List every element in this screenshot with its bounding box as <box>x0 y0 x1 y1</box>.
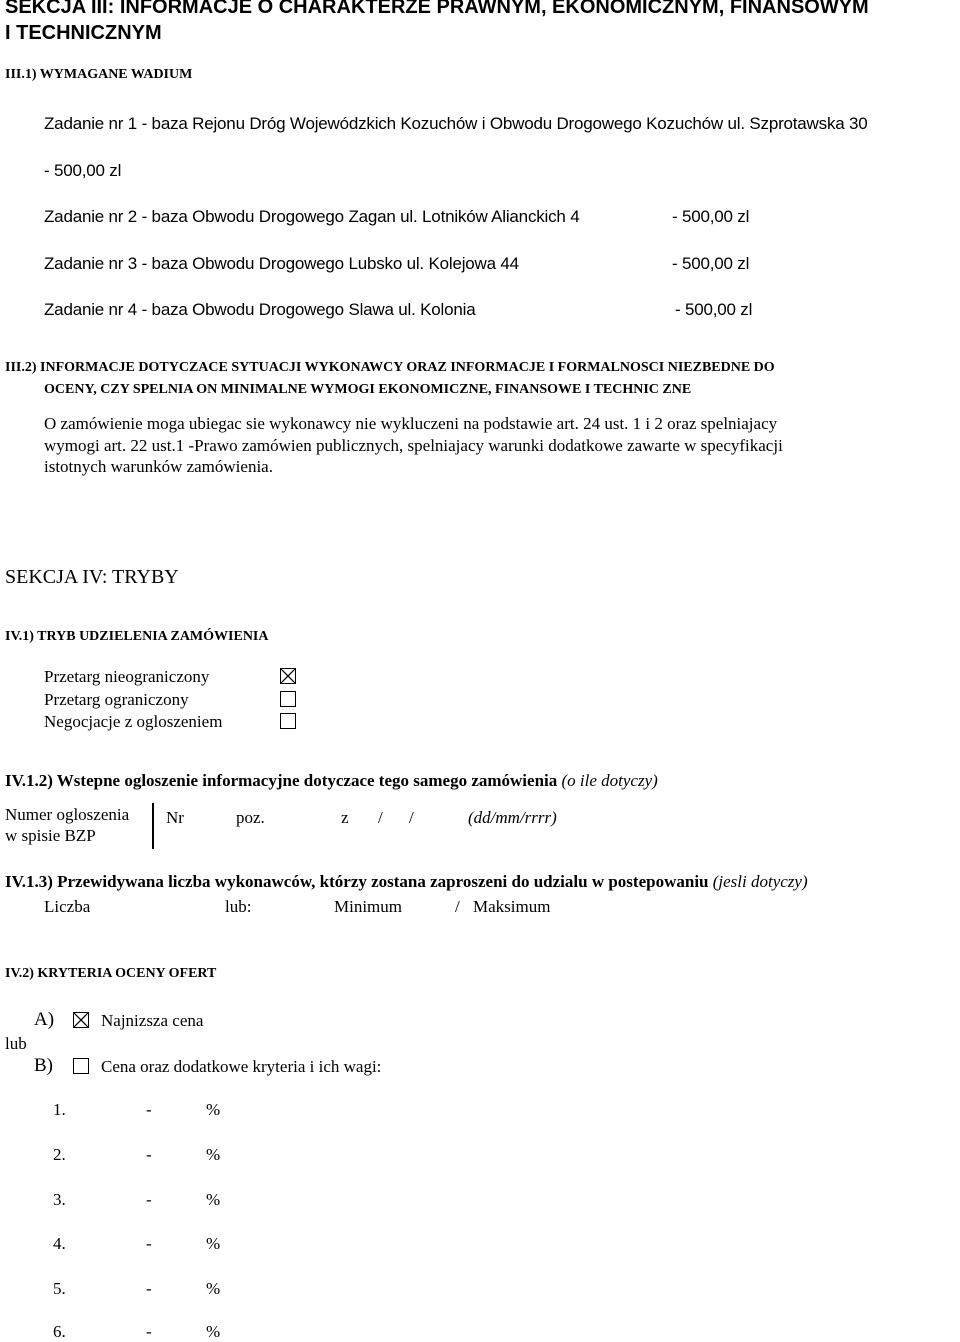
liczba-heading: IV.1.3) Przewidywana liczba wykonawców, którzy zostana zaproszeni do udzialu w postepowaniu (jesli dotyczy) <box>5 872 808 891</box>
opcja-a-checkbox[interactable] <box>73 1012 89 1028</box>
liczba-label: Liczba <box>44 897 91 916</box>
lub-label: lub: <box>225 897 252 916</box>
tryb-negocjacje-checkbox[interactable] <box>280 713 296 729</box>
kryterium-4-pct: % <box>206 1234 221 1253</box>
kryterium-6-num: 6. <box>53 1322 66 1341</box>
info-text-line1: O zamówienie moga ubiegac sie wykonawcy nie wykluczeni na podstawie art. 24 ust. 1 i 2 oraz spelniajacy <box>44 414 778 433</box>
liczba-slash: / <box>455 897 460 916</box>
zadanie-3: Zadanie nr 3 - baza Obwodu Drogowego Lubsko ul. Kolejowa 44 <box>44 254 519 273</box>
tryb-ograniczony-checkbox[interactable] <box>280 691 296 707</box>
tryb-nieograniczony-checkbox[interactable] <box>280 668 296 684</box>
checked-x-icon <box>74 1013 88 1027</box>
kryterium-5-pct: % <box>206 1279 221 1298</box>
date-format: (dd/mm/rrrr) <box>468 808 557 827</box>
kryterium-5-num: 5. <box>53 1279 66 1298</box>
kryterium-4-dash: - <box>146 1234 152 1253</box>
info-text-line3: istotnych warunków zamówienia. <box>44 457 273 476</box>
kryterium-6-pct: % <box>206 1322 221 1341</box>
minimum-label: Minimum <box>334 897 403 916</box>
section-3-title-line1: SEKCJA III: INFORMACJE O CHARAKTERZE PRAWNYM, EKONOMICZNYM, FINANSOWYM <box>5 0 869 18</box>
tryb-nieograniczony-label: Przetarg nieograniczony <box>44 667 210 686</box>
kryterium-1-num: 1. <box>53 1100 66 1119</box>
zadanie-2-kwota: - 500,00 zl <box>672 207 750 226</box>
tryb-heading: IV.1) TRYB UDZIELENIA ZAMÓWIENIA <box>5 629 269 644</box>
opcja-a-letter: A) <box>34 1009 55 1030</box>
kryterium-3-pct: % <box>206 1190 221 1209</box>
section-3-title-line2: I TECHNICZNYM <box>5 22 162 44</box>
kryterium-3-num: 3. <box>53 1190 66 1209</box>
numer-label-line2: w spisie BZP <box>5 826 96 845</box>
kryteria-heading: IV.2) KRYTERIA OCENY OFERT <box>5 966 217 981</box>
checked-x-icon <box>281 669 295 683</box>
kryterium-3-dash: - <box>146 1190 152 1209</box>
tryb-negocjacje-label: Negocjacje z ogloszeniem <box>44 712 223 731</box>
numer-divider <box>152 803 154 849</box>
info-heading-line1: III.2) INFORMACJE DOTYCZACE SYTUACJI WYKONAWCY ORAZ INFORMACJE I FORMALNOSCI NIEZBEDNE DO <box>5 360 775 375</box>
nr-label: Nr <box>166 808 184 827</box>
zadanie-4-kwota: - 500,00 zl <box>675 300 753 319</box>
kryterium-2-dash: - <box>146 1145 152 1164</box>
slash-2: / <box>409 808 414 827</box>
slash-1: / <box>378 808 383 827</box>
zadanie-2: Zadanie nr 2 - baza Obwodu Drogowego Zagan ul. Lotników Alianckich 4 <box>44 207 580 226</box>
info-heading-line2: OCENY, CZY SPELNIA ON MINIMALNE WYMOGI EKONOMICZNE, FINANSOWE I TECHNIC ZNE <box>44 382 692 397</box>
opcja-b-letter: B) <box>34 1055 53 1076</box>
wstepne-heading: IV.1.2) Wstepne ogloszenie informacyjne dotyczace tego samego zamówienia (o ile dotyczy) <box>5 771 658 790</box>
opcja-a-label: Najnizsza cena <box>101 1011 204 1030</box>
kryterium-2-num: 2. <box>53 1145 66 1164</box>
info-text-line2: wymogi art. 22 ust.1 -Prawo zamówien publicznych, spelniajacy warunki dodatkowe zawarte w specyfikacji <box>44 436 783 455</box>
kryterium-5-dash: - <box>146 1279 152 1298</box>
zadanie-3-kwota: - 500,00 zl <box>672 254 750 273</box>
z-label: z <box>341 808 349 827</box>
liczba-note: (jesli dotyczy) <box>712 872 808 891</box>
kryterium-1-dash: - <box>146 1100 152 1119</box>
kryterium-4-num: 4. <box>53 1234 66 1253</box>
kryterium-2-pct: % <box>206 1145 221 1164</box>
numer-label-line1: Numer ogloszenia <box>5 805 130 824</box>
kryterium-1-pct: % <box>206 1100 221 1119</box>
opcja-b-label: Cena oraz dodatkowe kryteria i ich wagi: <box>101 1057 382 1076</box>
wstepne-note: (o ile dotyczy) <box>561 771 658 790</box>
zadanie-1-kwota: - 500,00 zl <box>44 161 122 180</box>
zadanie-1: Zadanie nr 1 - baza Rejonu Dróg Wojewódzkich Kozuchów i Obwodu Drogowego Kozuchów ul. Szprotawska 30 <box>44 114 868 133</box>
maksimum-label: Maksimum <box>473 897 551 916</box>
zadanie-4: Zadanie nr 4 - baza Obwodu Drogowego Slawa ul. Kolonia <box>44 300 476 319</box>
lub-between: lub <box>5 1034 27 1053</box>
wadium-heading: III.1) WYMAGANE WADIUM <box>5 67 193 82</box>
kryterium-6-dash: - <box>146 1322 152 1341</box>
opcja-b-checkbox[interactable] <box>73 1058 89 1074</box>
section-4-title: SEKCJA IV: TRYBY <box>5 566 179 588</box>
tryb-ograniczony-label: Przetarg ograniczony <box>44 690 189 709</box>
poz-label: poz. <box>236 808 265 827</box>
